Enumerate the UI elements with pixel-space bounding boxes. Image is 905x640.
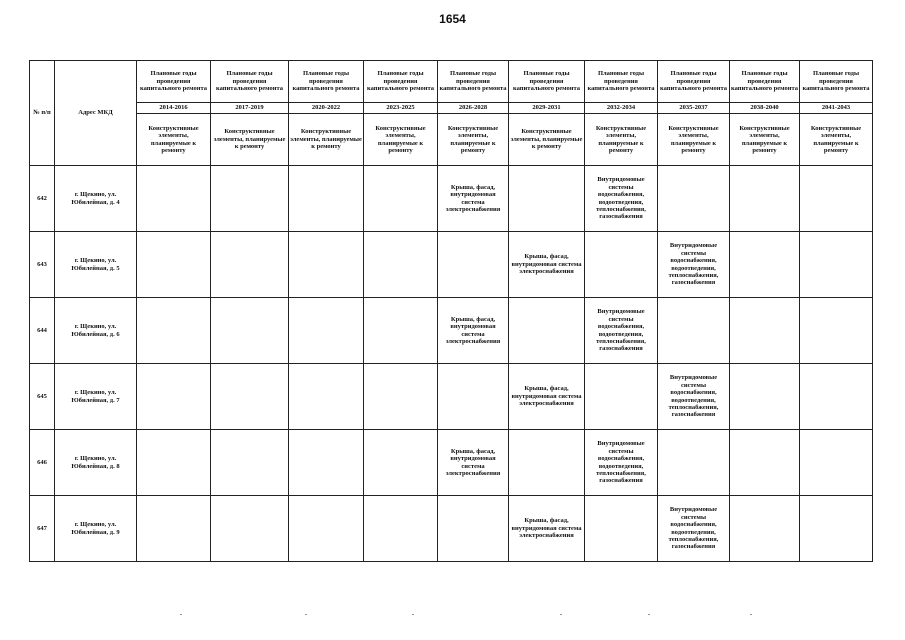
row-number: 643 <box>30 232 55 298</box>
work-cell: Крыша, фасад, внутридомовая система электроснабжения <box>438 430 509 496</box>
period-title-header: Плановые годы проведения капитального ремонта <box>585 61 658 103</box>
work-cell: Крыша, фасад, внутридомовая система электроснабжения <box>509 364 585 430</box>
work-cell: Крыша, фасад, внутридомовая система электроснабжения <box>438 166 509 232</box>
work-cell: Крыша, фасад, внутридомовая система электроснабжения <box>509 496 585 562</box>
work-cell <box>364 430 438 496</box>
table-row <box>30 364 873 430</box>
period-header: 2026-2028 <box>438 103 509 114</box>
work-cell <box>438 496 509 562</box>
table-row <box>30 496 873 562</box>
page-number: 1654 <box>439 12 466 26</box>
elements-header: Конструктивные элементы, планируемые к ремонту <box>137 114 211 166</box>
work-cell <box>364 166 438 232</box>
work-cell <box>658 430 730 496</box>
work-cell: Крыша, фасад, внутридомовая система электроснабжения <box>509 232 585 298</box>
table-row <box>30 166 873 232</box>
row-address: г. Щекино, ул. Юбилейная, д. 4 <box>55 166 137 232</box>
work-cell <box>289 232 364 298</box>
work-cell <box>730 430 800 496</box>
table-row <box>30 232 873 298</box>
scan-speck <box>648 614 650 615</box>
work-cell <box>211 496 289 562</box>
work-cell: Внутридомовые системы водоснабжения, водоотведения, теплоснабжения, газоснабжения <box>585 430 658 496</box>
work-cell <box>658 166 730 232</box>
work-cell <box>585 232 658 298</box>
work-cell <box>730 166 800 232</box>
row-number: 642 <box>30 166 55 232</box>
period-title-header: Плановые годы проведения капитального ремонта <box>509 61 585 103</box>
period-header: 2029-2031 <box>509 103 585 114</box>
period-title-header: Плановые годы проведения капитального ремонта <box>800 61 873 103</box>
work-cell <box>800 298 873 364</box>
work-cell: Внутридомовые системы водоснабжения, водоотведения, теплоснабжения, газоснабжения <box>585 298 658 364</box>
period-header: 2020-2022 <box>289 103 364 114</box>
work-cell <box>800 496 873 562</box>
work-cell <box>211 232 289 298</box>
work-cell <box>730 496 800 562</box>
work-cell <box>438 364 509 430</box>
row-address: г. Щекино, ул. Юбилейная, д. 7 <box>55 364 137 430</box>
elements-header: Конструктивные элементы, планируемые к ремонту <box>509 114 585 166</box>
row-address: г. Щекино, ул. Юбилейная, д. 9 <box>55 496 137 562</box>
work-cell <box>658 298 730 364</box>
work-cell <box>137 166 211 232</box>
table-row <box>30 298 873 364</box>
work-cell: Крыша, фасад, внутридомовая система электроснабжения <box>438 298 509 364</box>
scan-specks <box>0 614 905 618</box>
work-cell <box>137 496 211 562</box>
work-cell <box>137 298 211 364</box>
scan-speck <box>180 614 182 615</box>
work-cell <box>211 166 289 232</box>
work-cell <box>585 496 658 562</box>
scan-speck <box>750 614 752 615</box>
row-address: г. Щекино, ул. Юбилейная, д. 8 <box>55 430 137 496</box>
work-cell: Внутридомовые системы водоснабжения, водоотведения, теплоснабжения, газоснабжения <box>658 364 730 430</box>
period-header: 2041-2043 <box>800 103 873 114</box>
work-cell <box>211 430 289 496</box>
work-cell: Внутридомовые системы водоснабжения, водоотведения, теплоснабжения, газоснабжения <box>585 166 658 232</box>
elements-header: Конструктивные элементы, планируемые к ремонту <box>438 114 509 166</box>
period-title-header: Плановые годы проведения капитального ремонта <box>730 61 800 103</box>
work-cell <box>730 298 800 364</box>
scan-speck <box>560 614 562 615</box>
period-title-header: Плановые годы проведения капитального ремонта <box>438 61 509 103</box>
work-cell <box>800 232 873 298</box>
work-cell: Внутридомовые системы водоснабжения, водоотведения, теплоснабжения, газоснабжения <box>658 232 730 298</box>
work-cell <box>585 364 658 430</box>
header-row-periods <box>30 103 873 114</box>
elements-header: Конструктивные элементы, планируемые к ремонту <box>730 114 800 166</box>
work-cell <box>364 232 438 298</box>
work-cell <box>137 430 211 496</box>
elements-header: Конструктивные элементы, планируемые к ремонту <box>211 114 289 166</box>
work-cell <box>509 298 585 364</box>
period-header: 2038-2040 <box>730 103 800 114</box>
address-header: Адрес МКД <box>55 61 137 166</box>
table-body <box>30 166 873 562</box>
period-title-header: Плановые годы проведения капитального ремонта <box>137 61 211 103</box>
work-cell <box>800 166 873 232</box>
scan-speck <box>305 614 307 615</box>
work-cell <box>211 364 289 430</box>
work-cell <box>289 430 364 496</box>
elements-header: Конструктивные элементы, планируемые к ремонту <box>289 114 364 166</box>
work-cell <box>364 496 438 562</box>
period-title-header: Плановые годы проведения капитального ремонта <box>211 61 289 103</box>
work-cell <box>289 298 364 364</box>
row-number: 644 <box>30 298 55 364</box>
period-header: 2032-2034 <box>585 103 658 114</box>
header-row-period-titles <box>30 61 873 103</box>
table-row <box>30 430 873 496</box>
elements-header: Конструктивные элементы, планируемые к ремонту <box>585 114 658 166</box>
row-number: 646 <box>30 430 55 496</box>
period-header: 2017-2019 <box>211 103 289 114</box>
work-cell <box>137 232 211 298</box>
elements-header: Конструктивные элементы, планируемые к ремонту <box>800 114 873 166</box>
work-cell <box>364 364 438 430</box>
work-cell <box>509 430 585 496</box>
work-cell <box>211 298 289 364</box>
work-cell <box>364 298 438 364</box>
work-cell <box>509 166 585 232</box>
work-cell <box>137 364 211 430</box>
repair-schedule-table <box>29 60 873 562</box>
work-cell <box>438 232 509 298</box>
work-cell <box>289 166 364 232</box>
period-header: 2014-2016 <box>137 103 211 114</box>
header-row-elements <box>30 114 873 166</box>
work-cell <box>289 496 364 562</box>
work-cell <box>730 364 800 430</box>
period-title-header: Плановые годы проведения капитального ремонта <box>364 61 438 103</box>
work-cell <box>730 232 800 298</box>
row-number: 647 <box>30 496 55 562</box>
work-cell <box>800 430 873 496</box>
row-address: г. Щекино, ул. Юбилейная, д. 5 <box>55 232 137 298</box>
period-header: 2023-2025 <box>364 103 438 114</box>
elements-header: Конструктивные элементы, планируемые к ремонту <box>658 114 730 166</box>
scan-speck <box>412 614 414 615</box>
elements-header: Конструктивные элементы, планируемые к ремонту <box>364 114 438 166</box>
num-header: № п/п <box>30 61 55 166</box>
work-cell: Внутридомовые системы водоснабжения, водоотведения, теплоснабжения, газоснабжения <box>658 496 730 562</box>
period-header: 2035-2037 <box>658 103 730 114</box>
period-title-header: Плановые годы проведения капитального ремонта <box>658 61 730 103</box>
work-cell <box>289 364 364 430</box>
row-number: 645 <box>30 364 55 430</box>
row-address: г. Щекино, ул. Юбилейная, д. 6 <box>55 298 137 364</box>
work-cell <box>800 364 873 430</box>
period-title-header: Плановые годы проведения капитального ремонта <box>289 61 364 103</box>
